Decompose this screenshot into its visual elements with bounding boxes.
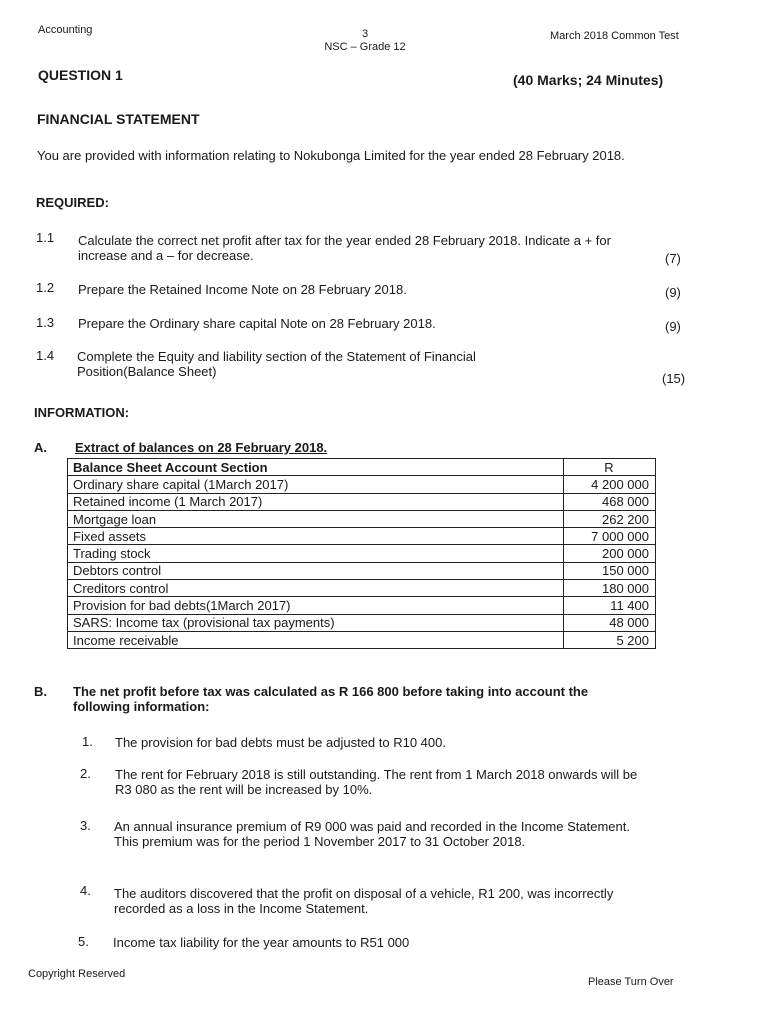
footer-copyright: Copyright Reserved — [28, 968, 126, 980]
b-item-number: 2. — [80, 766, 91, 781]
table-row — [68, 493, 656, 510]
balances-table — [67, 458, 656, 649]
b-item-text: The rent for February 2018 is still outstanding. The rent from 1 March 2018 onwards will be R3 080 as the rent will be increased by 10%. — [115, 767, 638, 797]
required-item-text: Complete the Equity and liability section of the Statement of Financial Position(Balance Sheet) — [77, 349, 476, 379]
section-b-letter: B. — [34, 684, 47, 699]
row-label: Debtors control — [68, 562, 564, 579]
table-row — [68, 510, 656, 527]
question-marks: (40 Marks; 24 Minutes) — [513, 72, 664, 88]
b-item-number: 5. — [78, 934, 89, 949]
required-item-marks: (15) — [662, 371, 686, 386]
row-amount: 150 000 — [564, 562, 656, 579]
table-row — [68, 528, 656, 545]
row-label: Retained income (1 March 2017) — [68, 493, 564, 510]
row-label: SARS: Income tax (provisional tax payments) — [68, 614, 564, 631]
table-header-label: Balance Sheet Account Section — [68, 459, 564, 476]
required-item-marks: (9) — [665, 285, 681, 300]
required-item-text: Prepare the Ordinary share capital Note on 28 February 2018. — [78, 316, 436, 331]
table-row — [68, 580, 656, 597]
information-title: INFORMATION: — [34, 405, 130, 420]
b-item-number: 1. — [82, 734, 93, 749]
row-label: Creditors control — [68, 580, 564, 597]
table-row — [68, 545, 656, 562]
b-item-number: 4. — [80, 883, 91, 898]
header-center — [300, 28, 430, 54]
row-amount: 468 000 — [564, 493, 656, 510]
b-item-text: The auditors discovered that the profit on disposal of a vehicle, R1 200, was incorrectly recorded as a loss in the Income Statement. — [114, 886, 614, 916]
required-item-number: 1.4 — [36, 348, 55, 363]
table-row — [68, 614, 656, 631]
header-subject: Accounting — [38, 24, 93, 36]
section-title: FINANCIAL STATEMENT — [37, 111, 200, 127]
row-amount: 200 000 — [564, 545, 656, 562]
section-b-title: The net profit before tax was calculated as R 166 800 before taking into account the following information: — [73, 684, 589, 714]
page-number: 3 — [361, 28, 369, 40]
table-row — [68, 631, 656, 648]
b-item-text: The provision for bad debts must be adjusted to R10 400. — [115, 735, 446, 750]
header-test-name: March 2018 Common Test — [550, 30, 679, 42]
row-label: Fixed assets — [68, 528, 564, 545]
table-row — [68, 562, 656, 579]
required-item-number: 1.2 — [36, 280, 55, 295]
footer-turn-over: Please Turn Over — [588, 976, 674, 988]
row-label: Income receivable — [68, 631, 564, 648]
row-amount: 48 000 — [564, 614, 656, 631]
section-a-letter: A. — [34, 440, 47, 455]
row-amount: 4 200 000 — [564, 476, 656, 493]
section-a-title: Extract of balances on 28 February 2018. — [75, 440, 328, 455]
table-row — [68, 476, 656, 493]
intro-paragraph: You are provided with information relating to Nokubonga Limited for the year ended 28 February 2018. — [37, 148, 625, 163]
row-amount: 262 200 — [564, 510, 656, 527]
row-amount: 11 400 — [564, 597, 656, 614]
row-label: Ordinary share capital (1March 2017) — [68, 476, 564, 493]
required-item-marks: (9) — [665, 319, 681, 334]
table-header-row — [68, 459, 656, 476]
header-grade: NSC – Grade 12 — [324, 41, 406, 53]
required-item-text: Prepare the Retained Income Note on 28 February 2018. — [78, 282, 407, 297]
row-label: Provision for bad debts(1March 2017) — [68, 597, 564, 614]
required-item-number: 1.3 — [36, 315, 55, 330]
table-row — [68, 597, 656, 614]
b-item-number: 3. — [80, 818, 91, 833]
required-item-number: 1.1 — [36, 230, 55, 245]
table-header-amount: R — [564, 459, 656, 476]
question-title: QUESTION 1 — [38, 67, 123, 83]
b-item-text: Income tax liability for the year amounts to R51 000 — [113, 935, 410, 950]
b-item-text: An annual insurance premium of R9 000 was paid and recorded in the Income Statement. This premium was for the period 1 November 2017 to 31 October 2018. — [114, 819, 630, 849]
row-label: Trading stock — [68, 545, 564, 562]
required-item-marks: (7) — [665, 251, 681, 266]
row-amount: 7 000 000 — [564, 528, 656, 545]
required-item-text: Calculate the correct net profit after tax for the year ended 28 February 2018. Indicate a + for increase and a – for decrease. — [78, 233, 611, 263]
row-amount: 180 000 — [564, 580, 656, 597]
required-title: REQUIRED: — [36, 195, 109, 210]
row-label: Mortgage loan — [68, 510, 564, 527]
row-amount: 5 200 — [564, 631, 656, 648]
